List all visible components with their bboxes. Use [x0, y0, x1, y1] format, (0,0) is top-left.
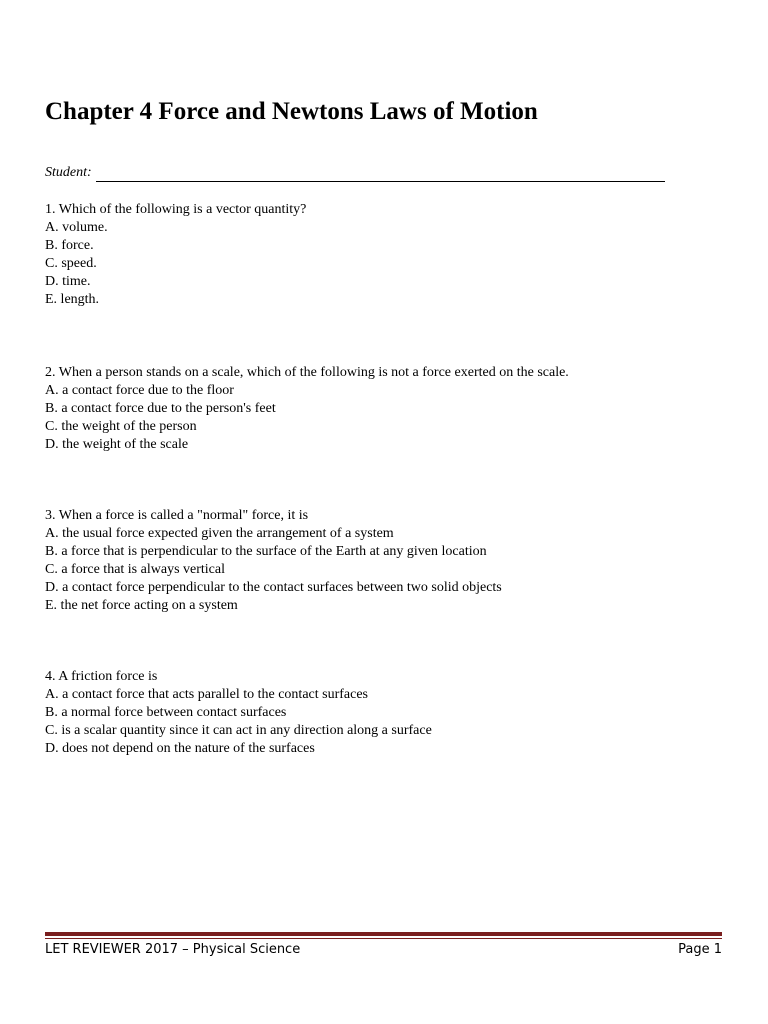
- answer-option: D. a contact force perpendicular to the contact surfaces between two solid objects: [45, 580, 502, 595]
- footer-title: LET REVIEWER 2017 – Physical Science: [45, 942, 301, 957]
- answer-option: D. does not depend on the nature of the surfaces: [45, 741, 315, 756]
- answer-option: E. length.: [45, 292, 100, 307]
- question-stem: 1. Which of the following is a vector quantity?: [45, 202, 307, 217]
- question-4: [45, 668, 432, 758]
- answer-option: C. a force that is always vertical: [45, 562, 225, 577]
- answer-option: A. a contact force due to the floor: [45, 383, 234, 398]
- answer-option: D. the weight of the scale: [45, 437, 189, 452]
- footer-rule: [45, 932, 722, 936]
- question-3: [45, 507, 502, 615]
- question-stem: 3. When a force is called a "normal" force, it is: [45, 508, 309, 523]
- question-2: [45, 364, 569, 454]
- answer-option: A. volume.: [45, 220, 108, 235]
- answer-option: B. a contact force due to the person's feet: [45, 401, 276, 416]
- question-stem: 4. A friction force is: [45, 669, 158, 684]
- answer-option: D. time.: [45, 274, 91, 289]
- question-1: [45, 201, 306, 309]
- answer-option: C. speed.: [45, 256, 97, 271]
- answer-option: E. the net force acting on a system: [45, 598, 238, 613]
- student-name-blank: [96, 165, 665, 182]
- answer-option: C. is a scalar quantity since it can act in any direction along a surface: [45, 723, 432, 738]
- answer-option: C. the weight of the person: [45, 419, 197, 434]
- answer-option: A. the usual force expected given the arrangement of a system: [45, 526, 394, 541]
- answer-option: B. a force that is perpendicular to the surface of the Earth at any given location: [45, 544, 487, 559]
- answer-option: B. a normal force between contact surfaces: [45, 705, 287, 720]
- answer-option: B. force.: [45, 238, 94, 253]
- student-field: [45, 162, 665, 182]
- page-number: Page 1: [678, 942, 722, 957]
- answer-option: A. a contact force that acts parallel to the contact surfaces: [45, 687, 369, 702]
- question-stem: 2. When a person stands on a scale, which of the following is not a force exerted on the scale.: [45, 365, 569, 380]
- student-label: Student:: [45, 165, 92, 180]
- page-title: Chapter 4 Force and Newtons Laws of Motion: [45, 98, 538, 125]
- footer-rule-thin: [45, 938, 722, 939]
